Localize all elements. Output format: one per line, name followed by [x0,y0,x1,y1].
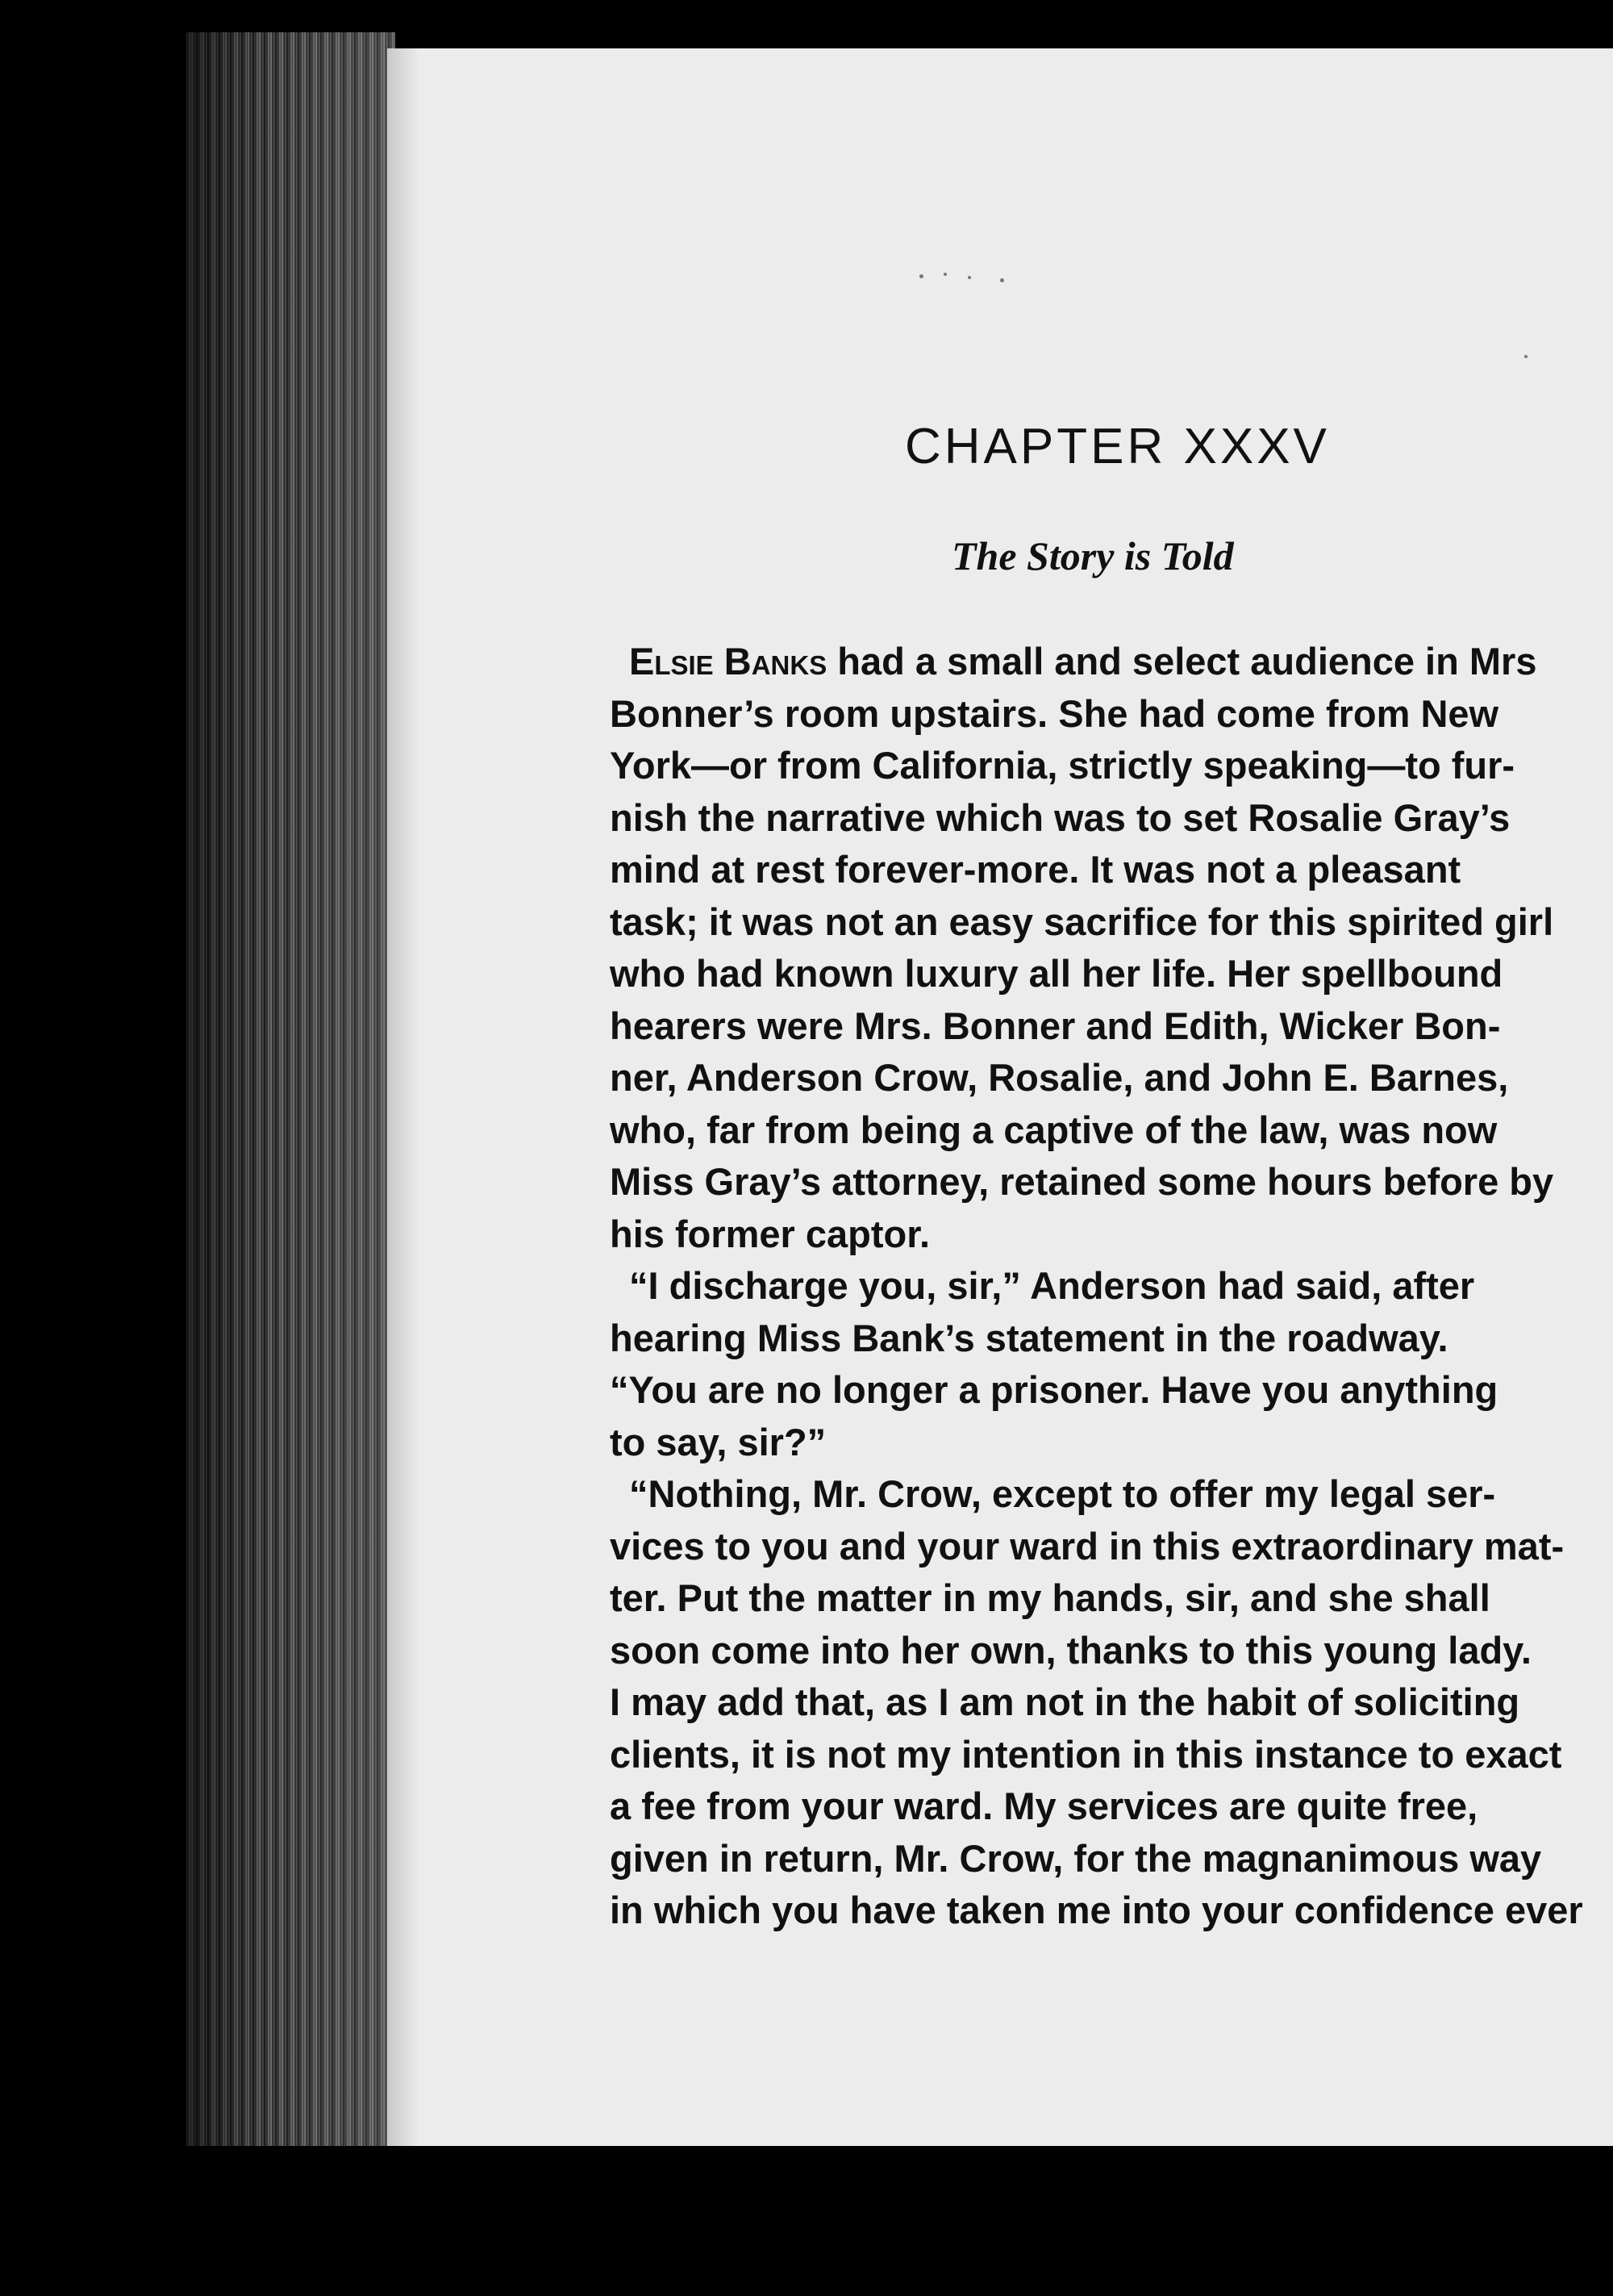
text-line: to say, sir?” [610,1420,827,1463]
text-line: hearing Miss Bank’s statement in the roadway. [610,1316,1448,1359]
text-line: ner, Anderson Crow, Rosalie, and John E. Barnes, [610,1056,1509,1099]
dust-speck [1524,355,1528,358]
dust-speck [944,273,947,276]
text-line: Bonner’s room upstairs. She had come from New [610,691,1499,735]
text-line: “Nothing, Mr. Crow, except to offer my legal ser- [629,1472,1496,1515]
text-line: clients, it is not my intention in this instance to exact [610,1732,1562,1776]
text-line: vices to you and your ward in this extraordinary mat- [610,1524,1565,1568]
dust-speck [919,274,923,278]
text-line: who, far from being a captive of the law, was now [610,1108,1498,1151]
book-page-edges [185,32,395,2146]
text-line: who had known luxury all her life. Her spellbound [610,952,1503,995]
scan-bottom-shadow [185,2146,1613,2296]
text-line: task; it was not an easy sacrifice for this spirited girl [610,900,1554,943]
lead-rest: had a small and select audience in Mrs [827,640,1537,683]
text-line: Miss Gray’s attorney, retained some hours before by [610,1160,1554,1203]
text-line: ter. Put the matter in my hands, sir, and she shall [610,1576,1490,1619]
text-line: “I discharge you, sir,” Anderson had said, after [629,1264,1475,1307]
text-line: given in return, Mr. Crow, for the magnanimous way [610,1836,1542,1880]
text-line: his former captor. [610,1212,930,1255]
text-line: “You are no longer a prisoner. Have you anything [610,1368,1498,1411]
text-line: York—or from California, strictly speaking—to fur- [610,744,1515,787]
text-line: I may add that, as I am not in the habit of soliciting [610,1680,1520,1723]
text-line: in which you have taken me into your confidence ever [610,1889,1583,1931]
text-line: mind at rest forever-more. It was not a pleasant [610,848,1461,891]
text-line: a fee from your ward. My services are quite free, [610,1785,1478,1827]
chapter-heading: CHAPTER XXXV [905,419,1330,474]
dust-speck [1000,278,1004,282]
text-line: nish the narrative which was to set Rosalie Gray’s [610,795,1511,839]
body-text [610,636,1613,1937]
chapter-title: The Story is Told [952,533,1234,578]
text-line: hearers were Mrs. Bonner and Edith, Wicker Bon- [610,1004,1501,1047]
lead-name: Elsie Banks [629,640,827,683]
text-line: soon come into her own, thanks to this young lady. [610,1628,1532,1672]
dust-speck [968,276,971,279]
text-line [610,636,1613,688]
